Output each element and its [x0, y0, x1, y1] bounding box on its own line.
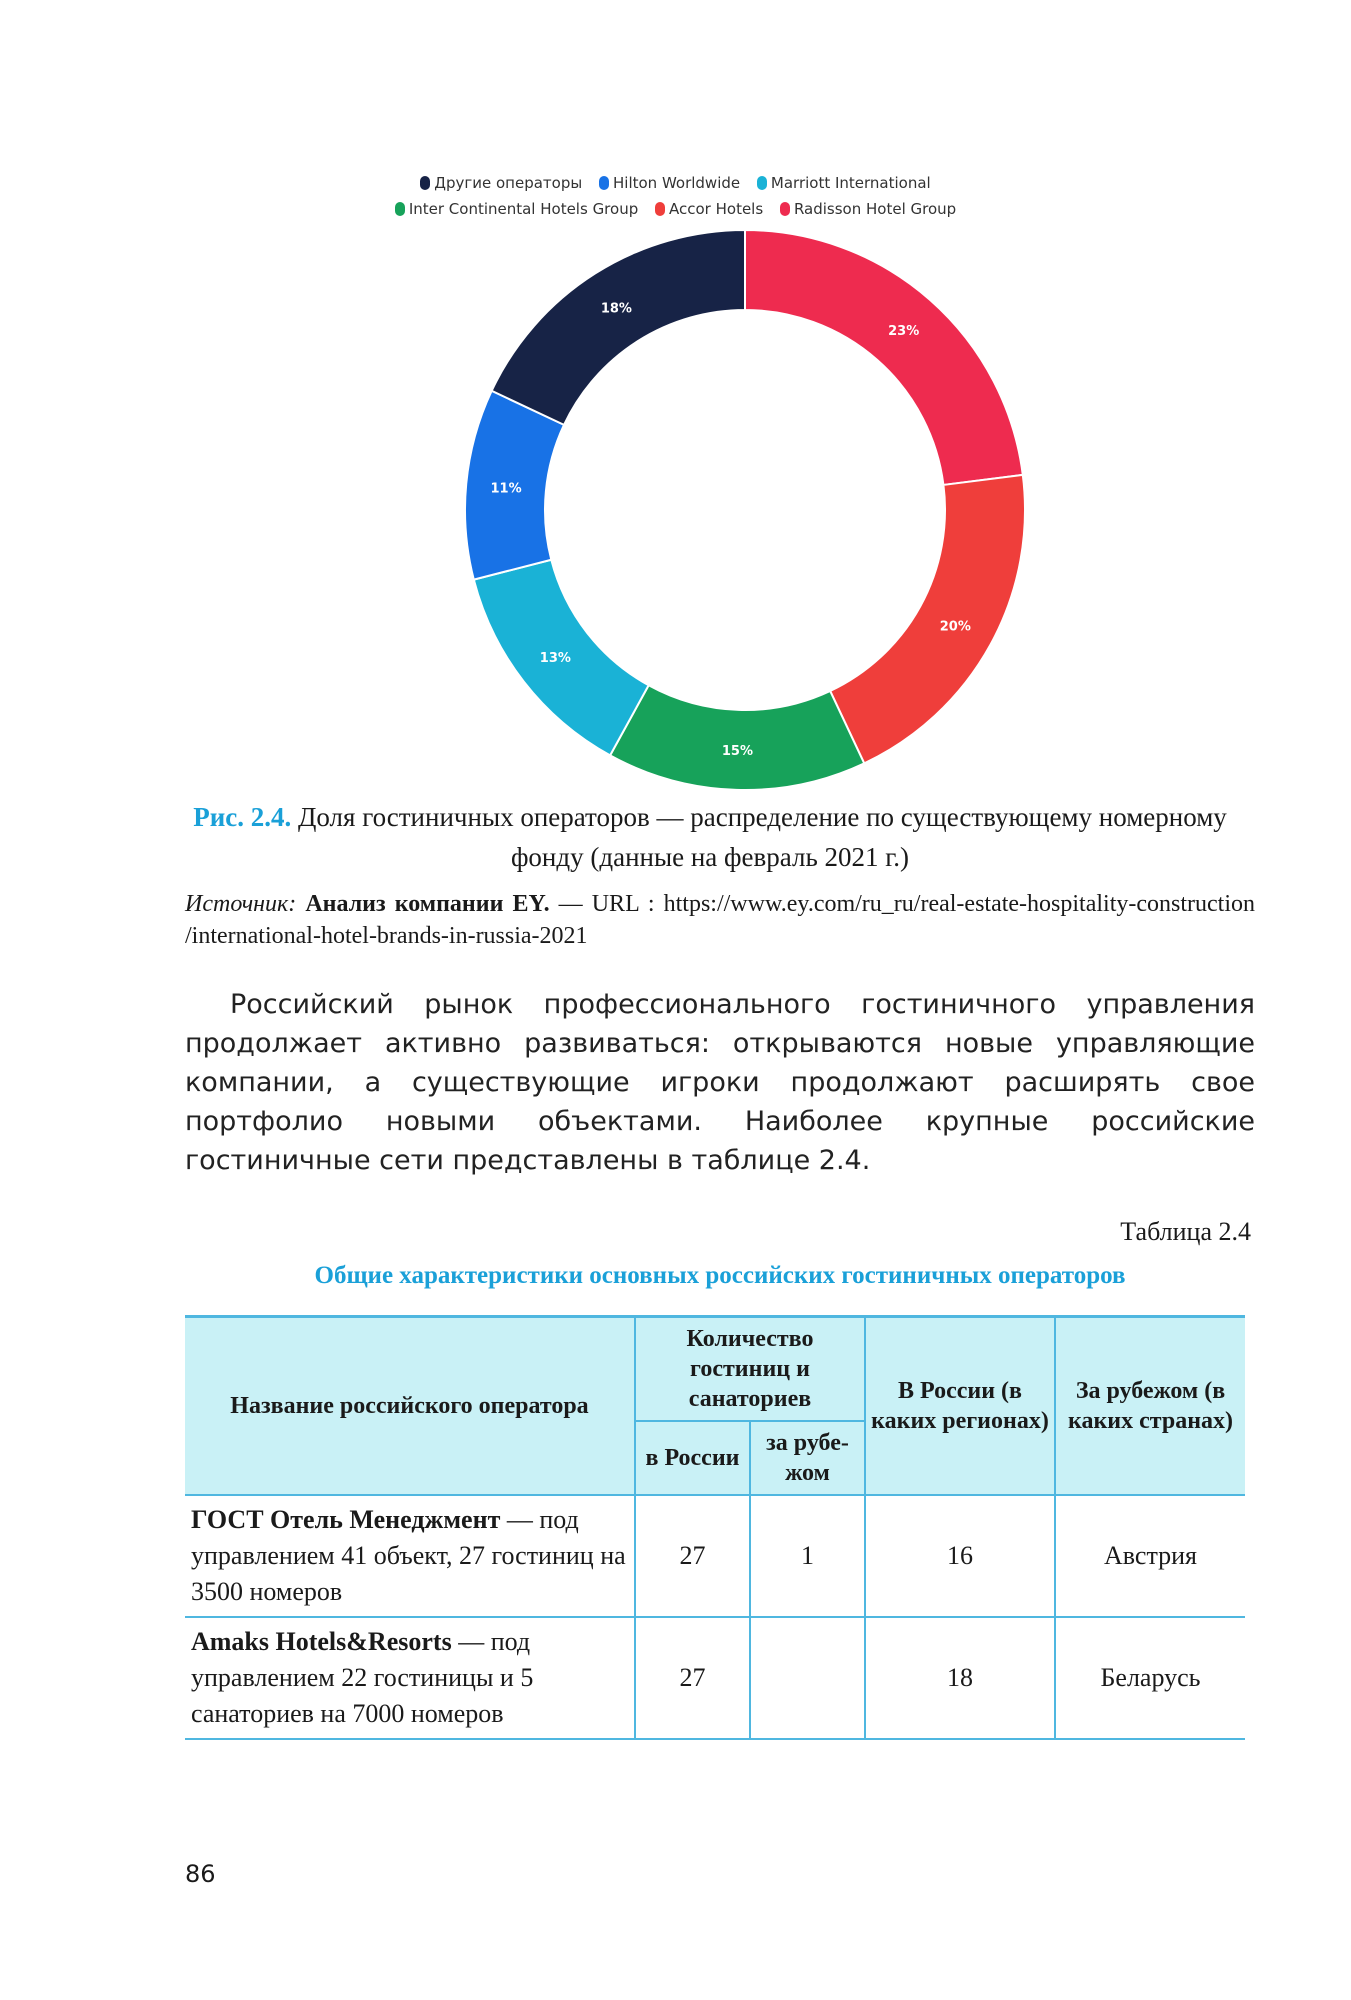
donut-slice-другие-операторы [492, 230, 745, 425]
operator-name: Amaks Hotels&Resorts [191, 1627, 452, 1656]
figure-caption [170, 797, 1250, 877]
figure-source [185, 888, 1255, 952]
legend-item [780, 196, 956, 222]
slice-label: 18% [600, 301, 632, 317]
legend-swatch [395, 202, 405, 216]
header-abroad: за рубе-жом [750, 1421, 865, 1495]
table-title: Общие характеристики основных российских гостиничных операторов [314, 1262, 1126, 1289]
header-count: Количество гостиниц и санаториев [635, 1317, 865, 1422]
donut-slice-radisson-hotel-group [745, 230, 1023, 485]
legend-label: Inter Continental Hotels Group [408, 200, 639, 218]
cell-in-russia: 27 [635, 1617, 750, 1739]
slice-label: 13% [539, 651, 571, 667]
legend-label: Другие операторы [434, 174, 583, 192]
source-org: Анализ компании EY. [305, 891, 550, 917]
legend-label: Hilton Worldwide [613, 174, 741, 192]
slice-label: 23% [888, 323, 920, 339]
legend-swatch [420, 176, 430, 190]
table-row [185, 1495, 1245, 1617]
source-url: — URL : https://www.ey.com/ru_ru/real-estate-hospitality-construction /international-hotel-brands-in-russia-2021 [185, 891, 1256, 949]
legend-swatch [757, 176, 767, 190]
legend-label: Accor Hotels [669, 200, 764, 218]
operator-name: ГОСТ Отель Менеджмент [191, 1505, 501, 1534]
legend-item [420, 170, 582, 196]
chart-legend [0, 170, 1351, 222]
figure-label: Рис. 2.4. [193, 802, 292, 832]
slice-label: 11% [490, 481, 522, 497]
legend-label: Radisson Hotel Group [793, 200, 957, 218]
legend-item [757, 170, 931, 196]
donut-slice-accor-hotels [830, 475, 1025, 763]
table-row [185, 1617, 1245, 1739]
header-russia-regions: В России (в каких регионах) [865, 1317, 1055, 1496]
header-abroad-countries: За рубежом (в каких странах) [1055, 1317, 1245, 1496]
header-operator-name: Название российского оператора [185, 1317, 635, 1496]
cell-abroad: 1 [750, 1495, 865, 1617]
operator-desc: — под управлением 22 гостиницы и 5 санаториев на 7000 номеров [191, 1627, 534, 1728]
body-paragraph [185, 985, 1255, 1180]
operators-table [185, 1315, 1245, 1740]
header-in-russia: в России [635, 1421, 750, 1495]
donut-slice-inter-continental-hotels-group [610, 685, 864, 790]
operator-cell [185, 1617, 635, 1739]
figure-caption-text: Доля гостиничных операторов — распределение по существующему номерному фонду (данные на февраль 2021 г.) [298, 802, 1227, 872]
legend-swatch [599, 176, 609, 190]
operator-desc: — под управлением 41 объект, 27 гостиниц на 3500 номеров [191, 1505, 626, 1606]
operator-cell [185, 1495, 635, 1617]
cell-countries: Беларусь [1055, 1617, 1245, 1739]
table-label: Таблица 2.4 [1120, 1217, 1251, 1246]
donut-chart [460, 230, 1030, 790]
legend-swatch [655, 202, 665, 216]
paragraph-text: Российский рынок профессионального гостиничного управления продолжает активно развиваться: открываются новые управляющие компании, а существующие игроки продолжают расширять свое портфолио новыми объектами. Наиболее крупные российские гостиничные сети представлены в таблице 2.4. [185, 989, 1255, 1176]
legend-swatch [780, 202, 790, 216]
cell-regions: 18 [865, 1617, 1055, 1739]
slice-label: 15% [721, 743, 754, 759]
cell-in-russia: 27 [635, 1495, 750, 1617]
legend-label: Marriott International [770, 174, 931, 192]
source-label: Источник: [185, 891, 297, 917]
slice-label: 20% [939, 619, 971, 635]
legend-item [655, 196, 763, 222]
legend-item [599, 170, 740, 196]
legend-item [395, 196, 638, 222]
cell-regions: 16 [865, 1495, 1055, 1617]
page-number: 86 [185, 1860, 216, 1888]
cell-abroad [750, 1617, 865, 1739]
cell-countries: Австрия [1055, 1495, 1245, 1617]
